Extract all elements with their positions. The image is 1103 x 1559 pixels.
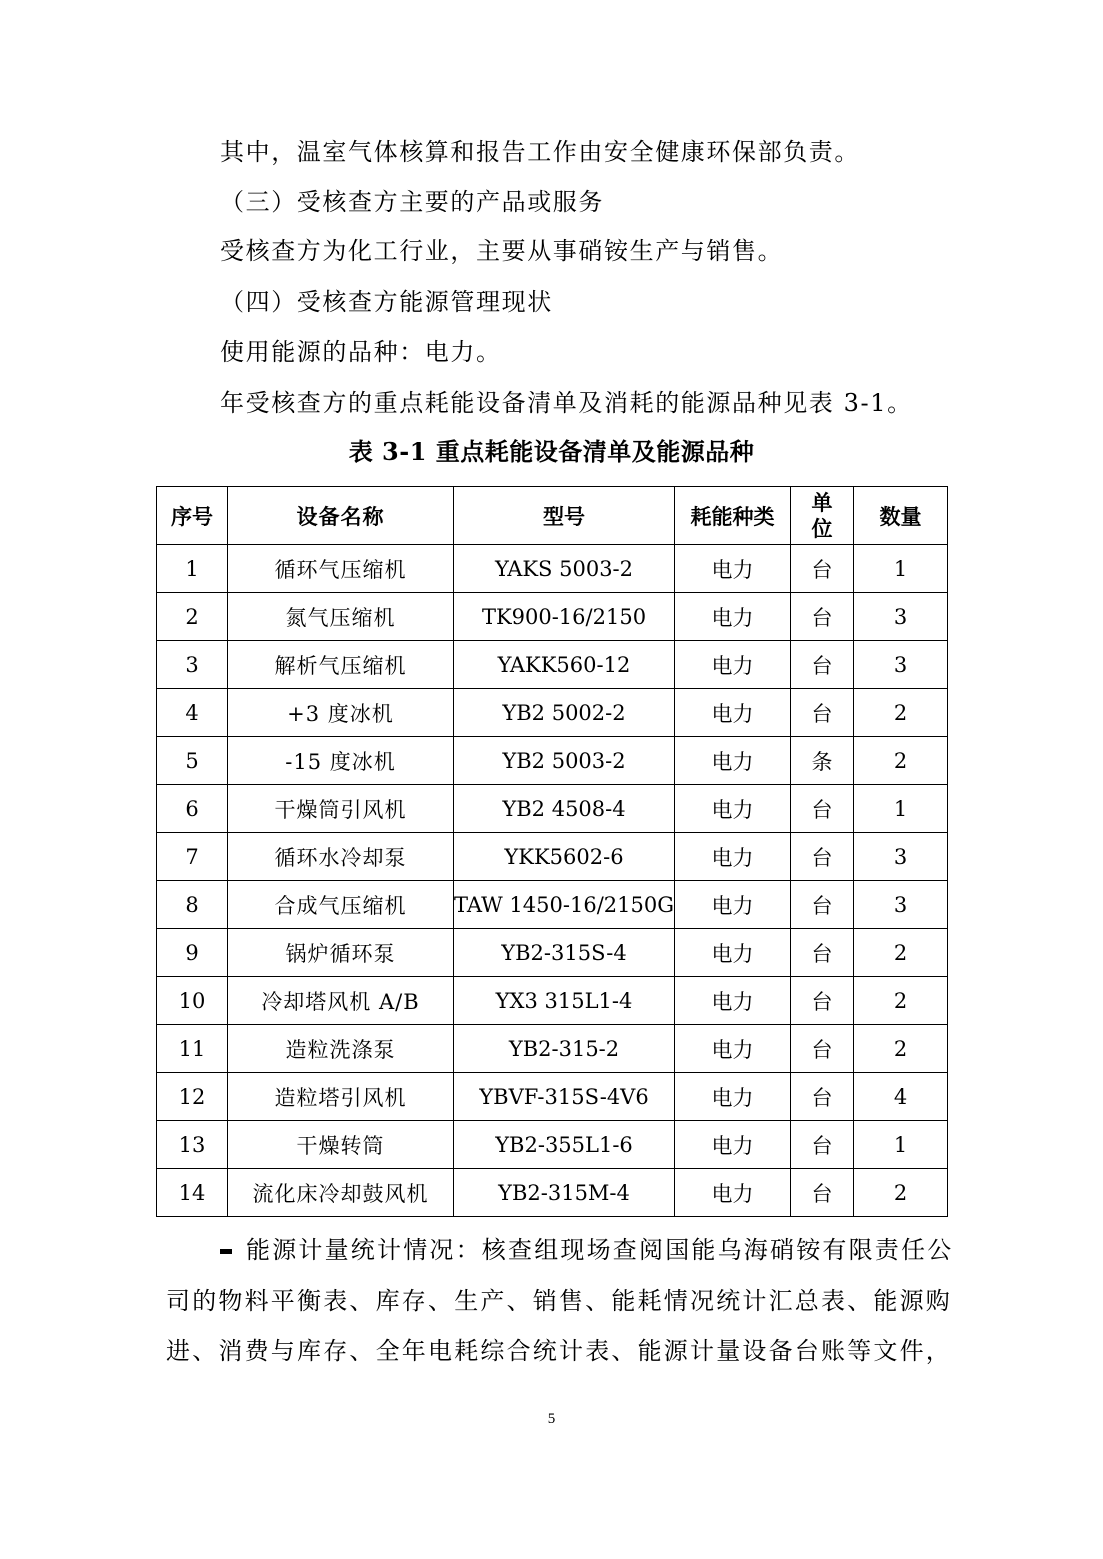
cell-equipment-name: 干燥转筒 [228, 1121, 454, 1169]
cell-quantity: 2 [854, 737, 948, 785]
cell-unit: 台 [791, 1121, 854, 1169]
cell-equipment-name: 干燥筒引风机 [228, 785, 454, 833]
cell-energy-type: 电力 [675, 1025, 791, 1073]
cell-quantity: 2 [854, 1025, 948, 1073]
cell-model: YB2-315S-4 [454, 929, 675, 977]
table-body [157, 545, 948, 1217]
cell-unit: 台 [791, 593, 854, 641]
bullet-mark [220, 1249, 232, 1254]
cell-model: YB2-315M-4 [454, 1169, 675, 1217]
section-heading-energy-management: （四）受核查方能源管理现状 [220, 288, 553, 316]
header-energy-type: 耗能种类 [675, 487, 791, 545]
cell-unit: 台 [791, 833, 854, 881]
cell-index: 5 [157, 737, 228, 785]
cell-equipment-name: -15 度冰机 [228, 737, 454, 785]
cell-unit: 台 [791, 545, 854, 593]
cell-quantity: 3 [854, 641, 948, 689]
table-row [157, 545, 948, 593]
cell-index: 3 [157, 641, 228, 689]
cell-equipment-name: 解析气压缩机 [228, 641, 454, 689]
table-row [157, 1025, 948, 1073]
cell-index: 4 [157, 689, 228, 737]
cell-model: YB2 4508-4 [454, 785, 675, 833]
table-caption: 表 3-1 重点耗能设备清单及能源品种 [348, 437, 755, 466]
cell-model: YAKS 5003-2 [454, 545, 675, 593]
cell-unit: 条 [791, 737, 854, 785]
cell-equipment-name: 锅炉循环泵 [228, 929, 454, 977]
cell-equipment-name: +3 度冰机 [228, 689, 454, 737]
table-row [157, 977, 948, 1025]
paragraph-metering-line-3: 进、消费与库存、全年电耗综合统计表、能源计量设备台账等文件， [166, 1337, 952, 1365]
table-header-row [157, 487, 948, 545]
cell-unit: 台 [791, 1073, 854, 1121]
cell-index: 1 [157, 545, 228, 593]
cell-energy-type: 电力 [675, 1169, 791, 1217]
cell-model: YB2 5003-2 [454, 737, 675, 785]
cell-unit: 台 [791, 785, 854, 833]
cell-energy-type: 电力 [675, 833, 791, 881]
cell-energy-type: 电力 [675, 737, 791, 785]
cell-index: 12 [157, 1073, 228, 1121]
cell-index: 14 [157, 1169, 228, 1217]
cell-energy-type: 电力 [675, 1121, 791, 1169]
cell-index: 2 [157, 593, 228, 641]
cell-unit: 台 [791, 641, 854, 689]
cell-energy-type: 电力 [675, 689, 791, 737]
cell-index: 13 [157, 1121, 228, 1169]
cell-equipment-name: 合成气压缩机 [228, 881, 454, 929]
cell-model: YB2 5002-2 [454, 689, 675, 737]
cell-energy-type: 电力 [675, 785, 791, 833]
paragraph-metering-text-1: 能源计量统计情况：核查组现场查阅国能乌海硝铵有限责任公 [246, 1236, 954, 1264]
table-row [157, 929, 948, 977]
cell-index: 8 [157, 881, 228, 929]
cell-model: TK900-16/2150 [454, 593, 675, 641]
table-row [157, 833, 948, 881]
cell-model: YX3 315L1-4 [454, 977, 675, 1025]
cell-index: 10 [157, 977, 228, 1025]
cell-quantity: 2 [854, 977, 948, 1025]
cell-model: YAKK560-12 [454, 641, 675, 689]
header-unit: 单位 [791, 487, 854, 545]
cell-energy-type: 电力 [675, 881, 791, 929]
cell-equipment-name: 冷却塔风机 A/B [228, 977, 454, 1025]
cell-quantity: 3 [854, 881, 948, 929]
table-row [157, 689, 948, 737]
header-equipment-name: 设备名称 [228, 487, 454, 545]
cell-quantity: 2 [854, 929, 948, 977]
page-number: 5 [547, 1411, 556, 1427]
cell-model: YB2-355L1-6 [454, 1121, 675, 1169]
paragraph-products: 受核查方为化工行业，主要从事硝铵生产与销售。 [220, 237, 784, 265]
table-row [157, 1073, 948, 1121]
cell-model: YKK5602-6 [454, 833, 675, 881]
table-row [157, 641, 948, 689]
cell-equipment-name: 造粒塔引风机 [228, 1073, 454, 1121]
paragraph-energy-type: 使用能源的品种：电力。 [220, 338, 502, 366]
cell-quantity: 1 [854, 1121, 948, 1169]
cell-equipment-name: 氮气压缩机 [228, 593, 454, 641]
cell-energy-type: 电力 [675, 545, 791, 593]
cell-energy-type: 电力 [675, 977, 791, 1025]
cell-quantity: 1 [854, 785, 948, 833]
table-row [157, 1169, 948, 1217]
paragraph-metering-line-1 [166, 1235, 953, 1265]
table-row [157, 737, 948, 785]
table-row [157, 785, 948, 833]
paragraph-responsibility: 其中，温室气体核算和报告工作由安全健康环保部负责。 [220, 138, 860, 166]
cell-quantity: 3 [854, 833, 948, 881]
cell-index: 6 [157, 785, 228, 833]
cell-index: 9 [157, 929, 228, 977]
cell-model: TAW 1450-16/2150G [454, 881, 675, 929]
header-model: 型号 [454, 487, 675, 545]
cell-unit: 台 [791, 689, 854, 737]
section-heading-products: （三）受核查方主要的产品或服务 [220, 188, 604, 216]
header-index: 序号 [157, 487, 228, 545]
paragraph-metering-line-2: 司的物料平衡表、库存、生产、销售、能耗情况统计汇总表、能源购 [166, 1287, 952, 1315]
cell-energy-type: 电力 [675, 1073, 791, 1121]
cell-model: YB2-315-2 [454, 1025, 675, 1073]
cell-equipment-name: 造粒洗涤泵 [228, 1025, 454, 1073]
cell-quantity: 2 [854, 689, 948, 737]
cell-unit: 台 [791, 977, 854, 1025]
cell-quantity: 3 [854, 593, 948, 641]
table-row [157, 881, 948, 929]
cell-quantity: 2 [854, 1169, 948, 1217]
cell-index: 11 [157, 1025, 228, 1073]
cell-index: 7 [157, 833, 228, 881]
cell-model: YBVF-315S-4V6 [454, 1073, 675, 1121]
cell-quantity: 4 [854, 1073, 948, 1121]
cell-equipment-name: 循环水冷却泵 [228, 833, 454, 881]
table-row [157, 593, 948, 641]
header-quantity: 数量 [854, 487, 948, 545]
cell-equipment-name: 循环气压缩机 [228, 545, 454, 593]
cell-unit: 台 [791, 929, 854, 977]
cell-energy-type: 电力 [675, 929, 791, 977]
cell-quantity: 1 [854, 545, 948, 593]
cell-unit: 台 [791, 1169, 854, 1217]
equipment-table [156, 486, 948, 1217]
cell-energy-type: 电力 [675, 593, 791, 641]
cell-unit: 台 [791, 881, 854, 929]
paragraph-table-reference: 年受核查方的重点耗能设备清单及消耗的能源品种见表 3-1。 [220, 389, 913, 417]
cell-energy-type: 电力 [675, 641, 791, 689]
cell-unit: 台 [791, 1025, 854, 1073]
cell-equipment-name: 流化床冷却鼓风机 [228, 1169, 454, 1217]
table-row [157, 1121, 948, 1169]
